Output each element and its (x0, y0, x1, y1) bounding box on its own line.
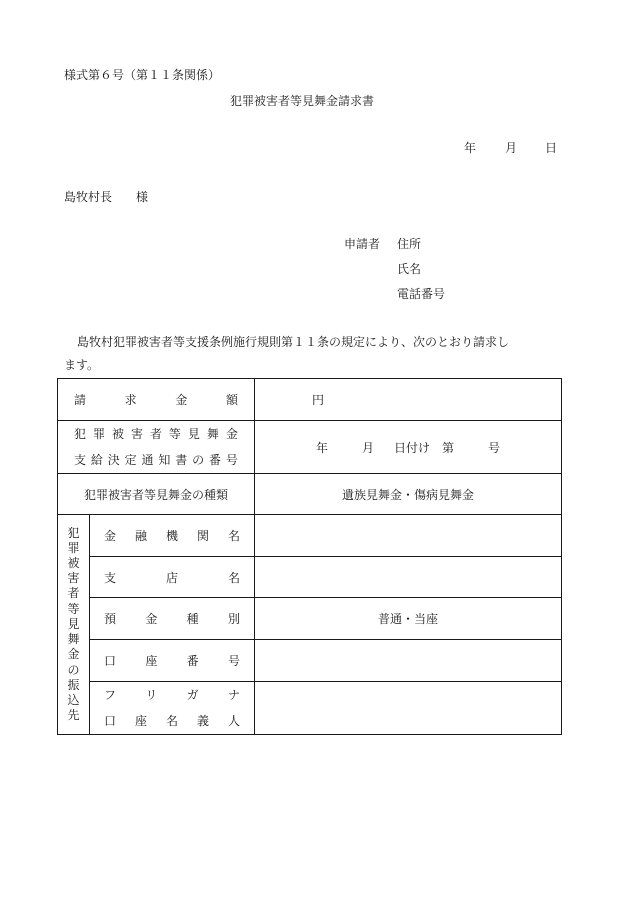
bank-name-row (58, 515, 562, 557)
addressee: 島牧村長 様 (64, 190, 149, 204)
form-number: 様式第６号（第１１条関係） (64, 68, 221, 82)
account-number-label: 口 座 番 号 (90, 640, 255, 682)
account-holder-name-label: 口 座 名 義 人 (104, 714, 240, 728)
type-row (58, 474, 562, 515)
date-day-label: 日 (545, 141, 558, 155)
amount-value-cell[interactable] (255, 379, 562, 421)
notice-number-label (58, 421, 255, 474)
notice-label-line2: 支 給 決 定 通 知 書 の 番 号 (74, 453, 238, 467)
applicant-phone-label: 電話番号 (397, 287, 446, 301)
bank-name-label: 金 融 機 関 名 (90, 515, 255, 557)
applicant-address-label: 住所 (397, 237, 422, 251)
branch-label: 支 店 名 (90, 557, 255, 598)
branch-row (58, 557, 562, 598)
account-holder-label (90, 682, 255, 735)
yen-unit: 円 (312, 393, 325, 407)
furigana-label: フ リ ガ ナ (104, 688, 240, 702)
bank-name-value-cell[interactable] (255, 515, 562, 557)
account-holder-value-cell[interactable] (255, 682, 562, 735)
body-text-line2: ます。 (64, 358, 100, 372)
notice-number-row (58, 421, 562, 474)
deposit-type-value[interactable]: 普通・当座 (255, 598, 562, 640)
transfer-group-label: 犯罪被害者等見舞金の振込先 (58, 515, 90, 735)
date-year-label: 年 (464, 141, 477, 155)
request-form-table (57, 378, 562, 735)
applicant-name-label: 氏名 (397, 262, 422, 276)
date-month-label: 月 (505, 141, 518, 155)
deposit-type-label: 預 金 種 別 (90, 598, 255, 640)
type-label: 犯罪被害者等見舞金の種類 (58, 474, 255, 515)
amount-label: 請 求 金 額 (58, 379, 255, 421)
type-value[interactable]: 遺族見舞金・傷病見舞金 (255, 474, 562, 515)
account-holder-row (58, 682, 562, 735)
applicant-label: 申請者 (344, 237, 381, 251)
amount-row (58, 379, 562, 421)
body-text-line1: 島牧村犯罪被害者等支援条例施行規則第１１条の規定により、次のとおり請求し (77, 335, 510, 349)
branch-value-cell[interactable] (255, 557, 562, 598)
document-title: 犯罪被害者等見舞金請求書 (230, 94, 375, 108)
deposit-type-row (58, 598, 562, 640)
account-number-row (58, 640, 562, 682)
notice-number-value-cell[interactable]: 年 月 日付け 第 号 (255, 421, 562, 474)
account-number-value-cell[interactable] (255, 640, 562, 682)
notice-label-line1: 犯 罪 被 害 者 等 見 舞 金 (74, 427, 238, 441)
